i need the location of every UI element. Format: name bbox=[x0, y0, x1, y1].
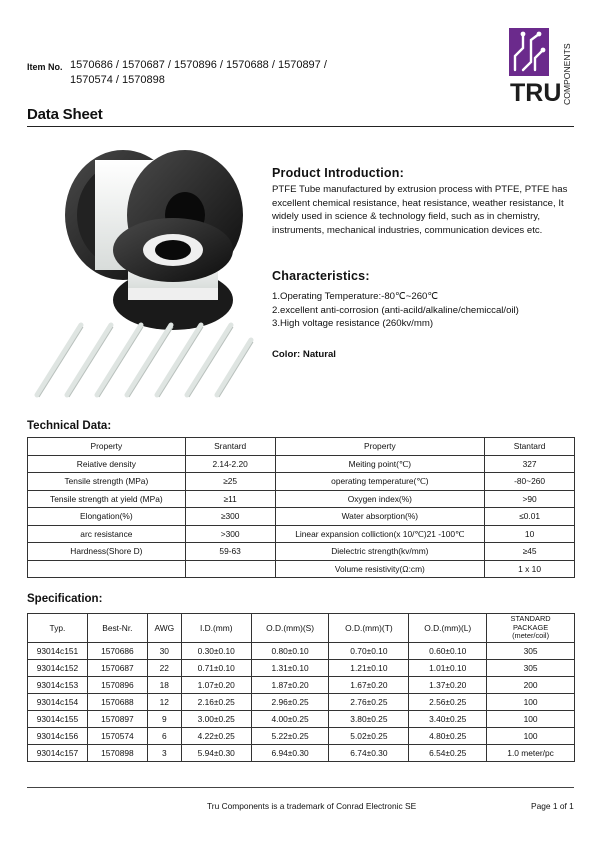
technical-data-heading: Technical Data: bbox=[27, 420, 112, 432]
characteristics-heading: Characteristics: bbox=[272, 269, 370, 283]
table-row bbox=[28, 455, 575, 473]
table-row bbox=[28, 525, 575, 543]
table-cell: 3.80±0.25 bbox=[329, 711, 409, 728]
table-header-cell: O.D.(mm)(T) bbox=[329, 614, 409, 643]
technical-data-table bbox=[27, 437, 575, 578]
table-cell: 100 bbox=[487, 694, 575, 711]
table-cell: Linear expansion colliction(x 10/℃)21 -100℃ bbox=[275, 525, 485, 543]
table-cell: 93014c153 bbox=[28, 677, 88, 694]
table-cell: 1.21±0.10 bbox=[329, 660, 409, 677]
table-cell: 1.37±0.20 bbox=[409, 677, 487, 694]
table-cell: 0.30±0.10 bbox=[181, 643, 251, 660]
table-row bbox=[28, 473, 575, 491]
table-cell: Oxygen index(%) bbox=[275, 490, 485, 508]
table-cell: Volume resistivity(Ω:cm) bbox=[275, 560, 485, 578]
table-cell: 305 bbox=[487, 643, 575, 660]
table-cell: 1.87±0.20 bbox=[251, 677, 329, 694]
table-cell: 2.56±0.25 bbox=[409, 694, 487, 711]
table-cell: 2.76±0.25 bbox=[329, 694, 409, 711]
table-header-cell: O.D.(mm)(L) bbox=[409, 614, 487, 643]
table-cell: 1.07±0.20 bbox=[181, 677, 251, 694]
table-cell bbox=[28, 560, 186, 578]
item-numbers-line-2: 1570574 / 1570898 bbox=[70, 74, 165, 86]
table-row bbox=[28, 490, 575, 508]
table-header-row bbox=[28, 438, 575, 456]
table-cell: 1570574 bbox=[87, 728, 147, 745]
table-cell: Tensile strength (MPa) bbox=[28, 473, 186, 491]
table-cell: 4.00±0.25 bbox=[251, 711, 329, 728]
table-cell: 6.94±0.30 bbox=[251, 745, 329, 762]
table-header-row bbox=[28, 614, 575, 643]
table-cell: 10 bbox=[485, 525, 575, 543]
item-number-label: Item No. bbox=[27, 62, 63, 72]
table-cell: 1.67±0.20 bbox=[329, 677, 409, 694]
table-cell: 6 bbox=[147, 728, 181, 745]
characteristics-list bbox=[272, 290, 582, 331]
table-cell: Reiative density bbox=[28, 455, 186, 473]
table-cell: 0.71±0.10 bbox=[181, 660, 251, 677]
table-cell: 0.60±0.10 bbox=[409, 643, 487, 660]
table-cell: 1.01±0.10 bbox=[409, 660, 487, 677]
table-cell: 93014c152 bbox=[28, 660, 88, 677]
product-introduction-heading: Product Introduction: bbox=[272, 166, 404, 180]
table-row bbox=[28, 508, 575, 526]
table-cell: 18 bbox=[147, 677, 181, 694]
table-cell: ≥45 bbox=[485, 543, 575, 561]
table-cell: operating temperature(℃) bbox=[275, 473, 485, 491]
table-cell: 4.80±0.25 bbox=[409, 728, 487, 745]
table-cell: Meiting point(℃) bbox=[275, 455, 485, 473]
table-cell: >300 bbox=[185, 525, 275, 543]
table-cell: 2.14-2.20 bbox=[185, 455, 275, 473]
table-cell: ≤0.01 bbox=[485, 508, 575, 526]
table-cell: 30 bbox=[147, 643, 181, 660]
table-cell: 5.94±0.30 bbox=[181, 745, 251, 762]
table-row bbox=[28, 660, 575, 677]
table-cell: arc resistance bbox=[28, 525, 186, 543]
table-cell: 1570688 bbox=[87, 694, 147, 711]
table-cell: 6.74±0.30 bbox=[329, 745, 409, 762]
table-cell: 93014c157 bbox=[28, 745, 88, 762]
package-header-line: STANDARD bbox=[510, 614, 551, 624]
table-cell: 93014c155 bbox=[28, 711, 88, 728]
page-title: Data Sheet bbox=[27, 106, 103, 123]
table-cell: 6.54±0.25 bbox=[409, 745, 487, 762]
table-cell: 1570686 bbox=[87, 643, 147, 660]
table-cell: 5.02±0.25 bbox=[329, 728, 409, 745]
table-cell: >90 bbox=[485, 490, 575, 508]
table-row bbox=[28, 643, 575, 660]
table-cell: 1.31±0.10 bbox=[251, 660, 329, 677]
package-header-line: PACKAGE bbox=[512, 622, 549, 632]
table-cell: 200 bbox=[487, 677, 575, 694]
table-cell: 305 bbox=[487, 660, 575, 677]
table-cell: 1 x 10 bbox=[485, 560, 575, 578]
table-cell: ≥25 bbox=[185, 473, 275, 491]
table-cell: ≥11 bbox=[185, 490, 275, 508]
table-cell: 2.96±0.25 bbox=[251, 694, 329, 711]
table-cell: Hardness(Shore D) bbox=[28, 543, 186, 561]
footer-trademark: Tru Components is a trademark of Conrad Electronic SE bbox=[207, 801, 417, 811]
table-cell: 2.16±0.25 bbox=[181, 694, 251, 711]
table-cell: 5.22±0.25 bbox=[251, 728, 329, 745]
table-row bbox=[28, 711, 575, 728]
characteristic-item: 3.High voltage resistance (260kv/mm) bbox=[272, 318, 434, 329]
table-cell: -80~260 bbox=[485, 473, 575, 491]
table-cell: ≥300 bbox=[185, 508, 275, 526]
table-row bbox=[28, 677, 575, 694]
table-row bbox=[28, 543, 575, 561]
table-cell: Dielectric strength(kv/mm) bbox=[275, 543, 485, 561]
characteristic-item: 1.Operating Temperature:-80℃~260℃ bbox=[272, 291, 439, 302]
table-cell: 3.00±0.25 bbox=[181, 711, 251, 728]
table-cell: 59-63 bbox=[185, 543, 275, 561]
table-header-cell: Stantard bbox=[485, 438, 575, 456]
table-header-cell: Typ. bbox=[28, 614, 88, 643]
title-divider bbox=[27, 126, 574, 127]
table-row bbox=[28, 694, 575, 711]
table-cell: 1570687 bbox=[87, 660, 147, 677]
table-cell: 1.0 meter/pc bbox=[487, 745, 575, 762]
page-number: Page 1 of 1 bbox=[531, 801, 574, 811]
product-photo-ptfe-tube-spools bbox=[33, 140, 258, 405]
table-cell: 3 bbox=[147, 745, 181, 762]
table-cell: 12 bbox=[147, 694, 181, 711]
product-introduction-text: PTFE Tube manufactured by extrusion process with PTFE, PTFE has excellent chemical resistance, heat resistance, weather resistance, It widely used in science & technology field, such as in chemistry, instruments, mechanical industries, communication devices etc. bbox=[272, 184, 568, 236]
footer-divider bbox=[27, 787, 574, 788]
table-cell: 1570898 bbox=[87, 745, 147, 762]
table-row bbox=[28, 728, 575, 745]
table-cell: 22 bbox=[147, 660, 181, 677]
table-header-cell: Srantard bbox=[185, 438, 275, 456]
table-header-cell: O.D.(mm)(S) bbox=[251, 614, 329, 643]
table-cell: 327 bbox=[485, 455, 575, 473]
table-cell: 0.70±0.10 bbox=[329, 643, 409, 660]
table-cell: 93014c151 bbox=[28, 643, 88, 660]
specification-table bbox=[27, 613, 575, 762]
table-cell: 4.22±0.25 bbox=[181, 728, 251, 745]
table-header-cell: I.D.(mm) bbox=[181, 614, 251, 643]
table-cell: Elongation(%) bbox=[28, 508, 186, 526]
specification-heading: Specification: bbox=[27, 593, 103, 605]
table-cell: 93014c156 bbox=[28, 728, 88, 745]
table-cell: Water absorption(%) bbox=[275, 508, 485, 526]
table-cell: 1570896 bbox=[87, 677, 147, 694]
table-cell: 3.40±0.25 bbox=[409, 711, 487, 728]
table-cell: 9 bbox=[147, 711, 181, 728]
item-numbers-line-1: 1570686 / 1570687 / 1570896 / 1570688 / 1570897 / bbox=[70, 59, 327, 71]
table-header-cell: AWG bbox=[147, 614, 181, 643]
table-row bbox=[28, 560, 575, 578]
table-header-cell: Property bbox=[28, 438, 186, 456]
table-cell: 1570897 bbox=[87, 711, 147, 728]
package-header-line: (meter/coil) bbox=[512, 631, 550, 641]
table-cell: 100 bbox=[487, 711, 575, 728]
table-header-cell: Best-Nr. bbox=[87, 614, 147, 643]
table-cell: Tensile strength at yield (MPa) bbox=[28, 490, 186, 508]
table-cell: 100 bbox=[487, 728, 575, 745]
color-label: Color: Natural bbox=[272, 349, 336, 360]
characteristic-item: 2.excellent anti-corrosion (anti-acild/alkaline/chemiccal/oil) bbox=[272, 304, 519, 316]
table-cell: 93014c154 bbox=[28, 694, 88, 711]
package-header-cell bbox=[487, 614, 575, 643]
logo-tru-text: TRU bbox=[510, 79, 562, 106]
table-header-cell: Property bbox=[275, 438, 485, 456]
table-cell: 0.80±0.10 bbox=[251, 643, 329, 660]
tru-components-logo bbox=[509, 28, 579, 106]
table-row bbox=[28, 745, 575, 762]
logo-components-text: COMPONENTS bbox=[562, 43, 572, 105]
table-cell bbox=[185, 560, 275, 578]
